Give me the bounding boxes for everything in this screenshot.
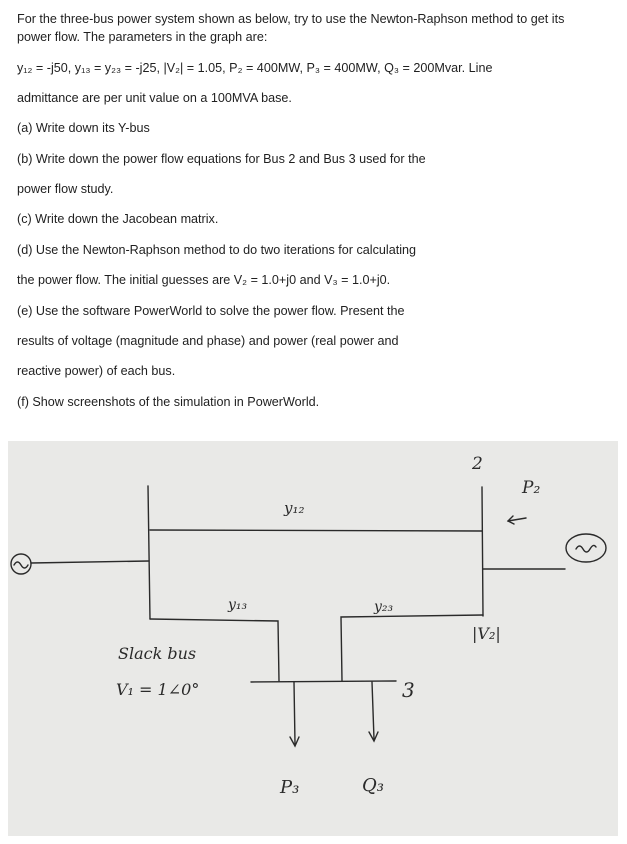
label-bus-3: 3 <box>402 678 415 702</box>
load-p3-line <box>294 682 295 744</box>
part-f: (f) Show screenshots of the simulation in PowerWorld. <box>17 395 320 409</box>
part-e-line-1: (e) Use the software PowerWorld to solve the power flow. Present the <box>17 304 405 318</box>
label-y12: y₁₂ <box>284 499 305 517</box>
three-bus-diagram <box>8 441 618 836</box>
part-c: (c) Write down the Jacobean matrix. <box>17 212 219 226</box>
bus-3-bar <box>251 681 396 682</box>
label-y23: y₂₃ <box>374 599 394 615</box>
label-p3: P₃ <box>280 777 300 798</box>
part-d-line-2: the power flow. The initial guesses are V₂ = 1.0+j0 and V₃ = 1.0+j0. <box>17 273 391 287</box>
label-v1: V₁ = 1∠0° <box>116 680 200 699</box>
part-a: (a) Write down its Y-bus <box>17 121 150 135</box>
part-b-line-1: (b) Write down the power flow equations for Bus 2 and Bus 3 used for the <box>17 152 426 166</box>
part-e-line-3: reactive power) of each bus. <box>17 364 176 378</box>
label-slack-bus: Slack bus <box>118 644 197 663</box>
paper-background <box>8 441 618 836</box>
label-p2: P₂ <box>522 478 541 498</box>
label-v2: |V₂| <box>472 624 501 643</box>
part-e-line-2: results of voltage (magnitude and phase) and power (real power and <box>17 334 399 348</box>
part-d-line-1: (d) Use the Newton-Raphson method to do two iterations for calculating <box>17 243 417 257</box>
part-b-line-2: power flow study. <box>17 182 114 196</box>
label-y13: y₁₃ <box>228 597 248 613</box>
line-1-2 <box>150 530 482 531</box>
bus-2-bar <box>482 487 483 616</box>
intro-line-1: For the three-bus power system shown as below, try to use the Newton-Raphson method to get its <box>17 12 565 26</box>
intro-line-2: power flow. The parameters in the graph are: <box>17 30 268 44</box>
label-q3: Q₃ <box>362 775 384 796</box>
params-line-2: admittance are per unit value on a 100MVA base. <box>17 91 292 105</box>
label-bus-2: 2 <box>472 454 483 474</box>
params-line-1: y₁₂ = -j50, y₁₃ = y₂₃ = -j25, |V₂| = 1.05, P₂ = 400MW, P₃ = 400MW, Q₃ = 200Mvar. Line <box>17 61 493 75</box>
